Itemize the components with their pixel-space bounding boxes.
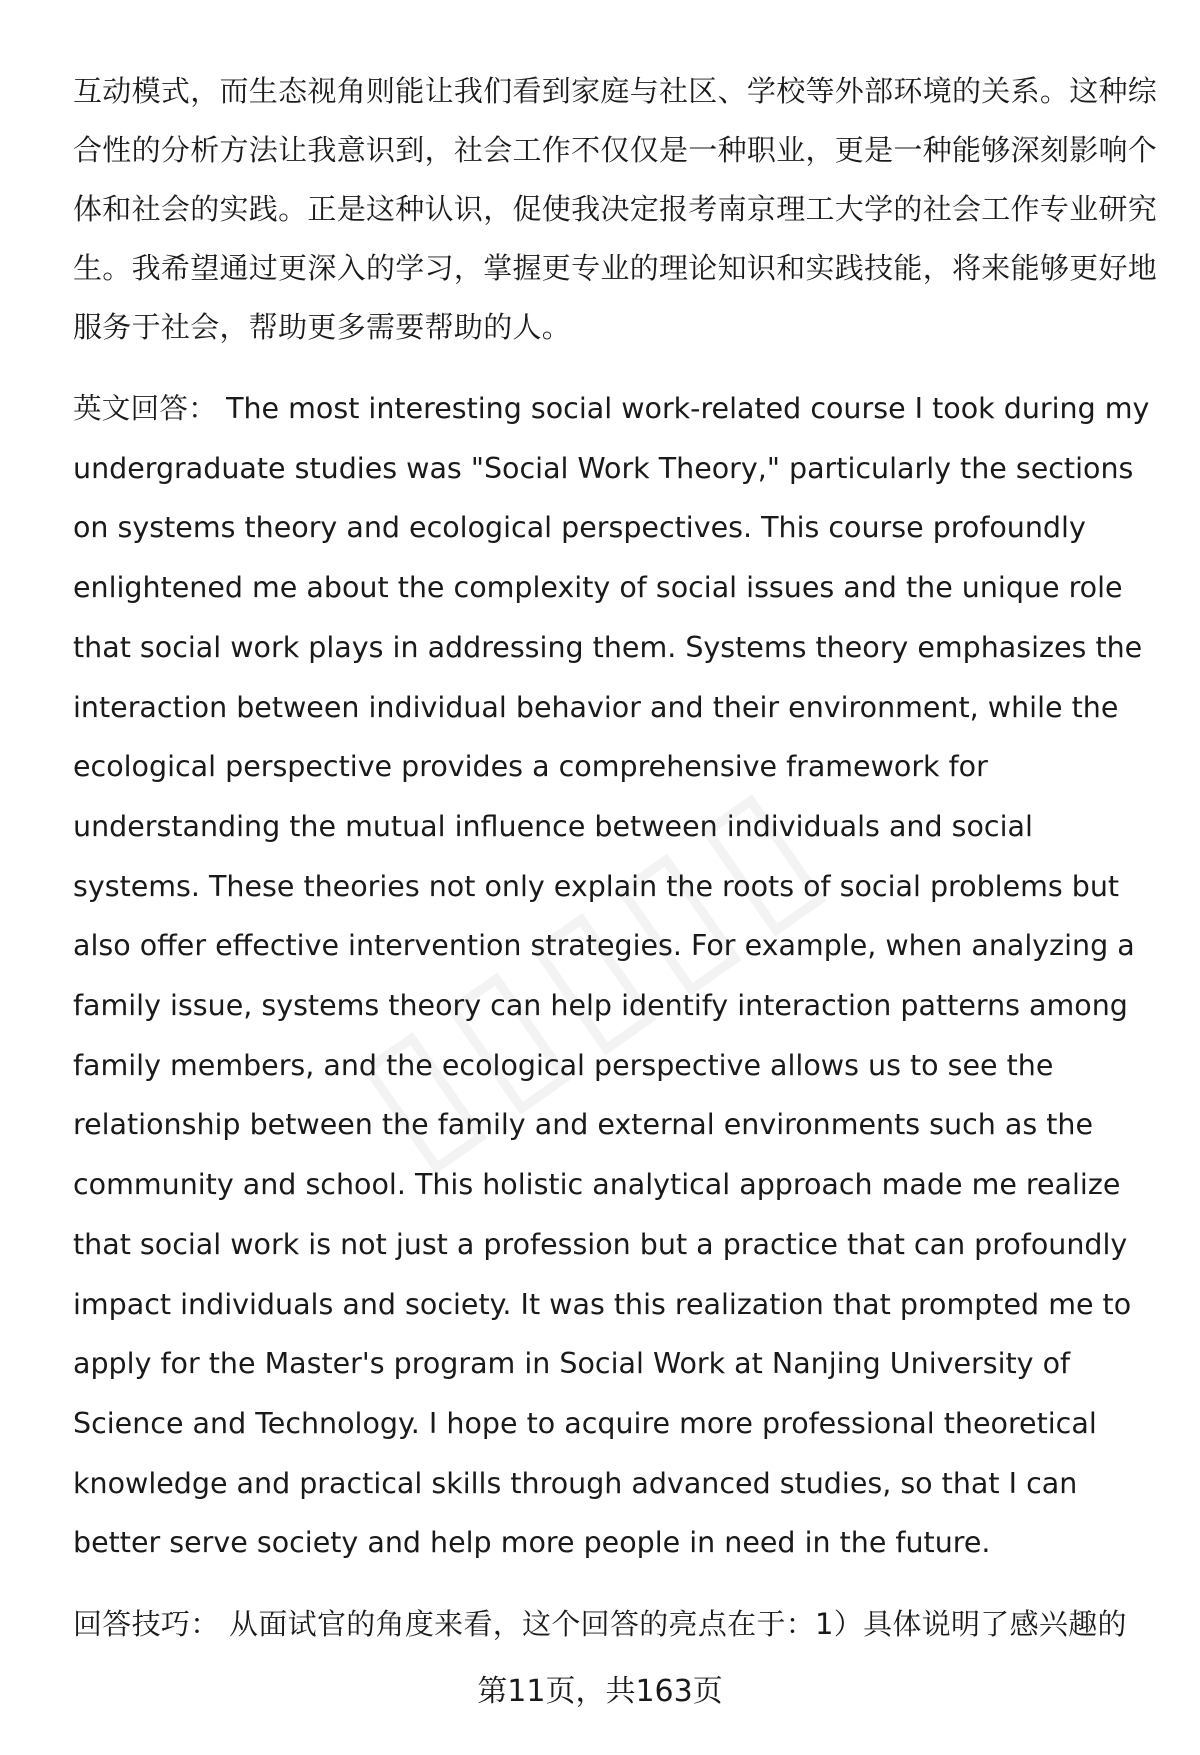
english-answer-label: 英文回答： <box>73 392 218 425</box>
page-content <box>73 62 1163 1654</box>
chinese-paragraph: 互动模式，而生态视角则能让我们看到家庭与社区、学校等外部环境的关系。这种综合性的分析方法让我意识到，社会工作不仅仅是一种职业，更是一种能够深刻影响个体和社会的实践。正是这种认识，促使我决定报考南京理工大学的社会工作专业研究生。我希望通过更深入的学习，掌握更专业的理论知识和实践技能，将来能够更好地服务于社会，帮助更多需要帮助的人。 <box>73 74 1158 344</box>
answer-tips-text: 从面试官的角度来看，这个回答的亮点在于：1）具体说明了感兴趣的 <box>229 1607 1127 1642</box>
english-answer-text: The most interesting social work-related course I took during my undergraduate studies was "Social Work Theory," particularly the sections on systems theory and ecological perspectives. This course profoundly enlightened me about the complexity of social issues and the unique role that social work plays in addressing them. Systems theory emphasizes the interaction between individual behavior and their environment, while the ecological perspective provides a comprehensive framework for understanding the mutual influence between individuals and social systems. These theories not only explain the roots of social problems but also offer effective intervention strategies. For example, when analyzing a family issue, systems theory can help identify interaction patterns among family members, and the ecological perspective allows us to see the relationship between the family and external environments such as the community and school. This holistic analytical approach made me realize that social work is not just a profession but a practice that can profoundly impact individuals and society. It was this realization that prompted me to apply for the Master's program in Social Work at Nanjing University of Science and Technology. I hope to acquire more professional theoretical knowledge and practical skills through advanced studies, so that I can better serve society and help more people in need in the future. <box>73 392 1150 1560</box>
answer-tips-label: 回答技巧： <box>73 1607 220 1642</box>
answer-tips-paragraph <box>73 1595 1163 1654</box>
english-answer-paragraph <box>73 379 1163 1573</box>
page-indicator: 第11页，共163页 <box>477 1674 723 1709</box>
